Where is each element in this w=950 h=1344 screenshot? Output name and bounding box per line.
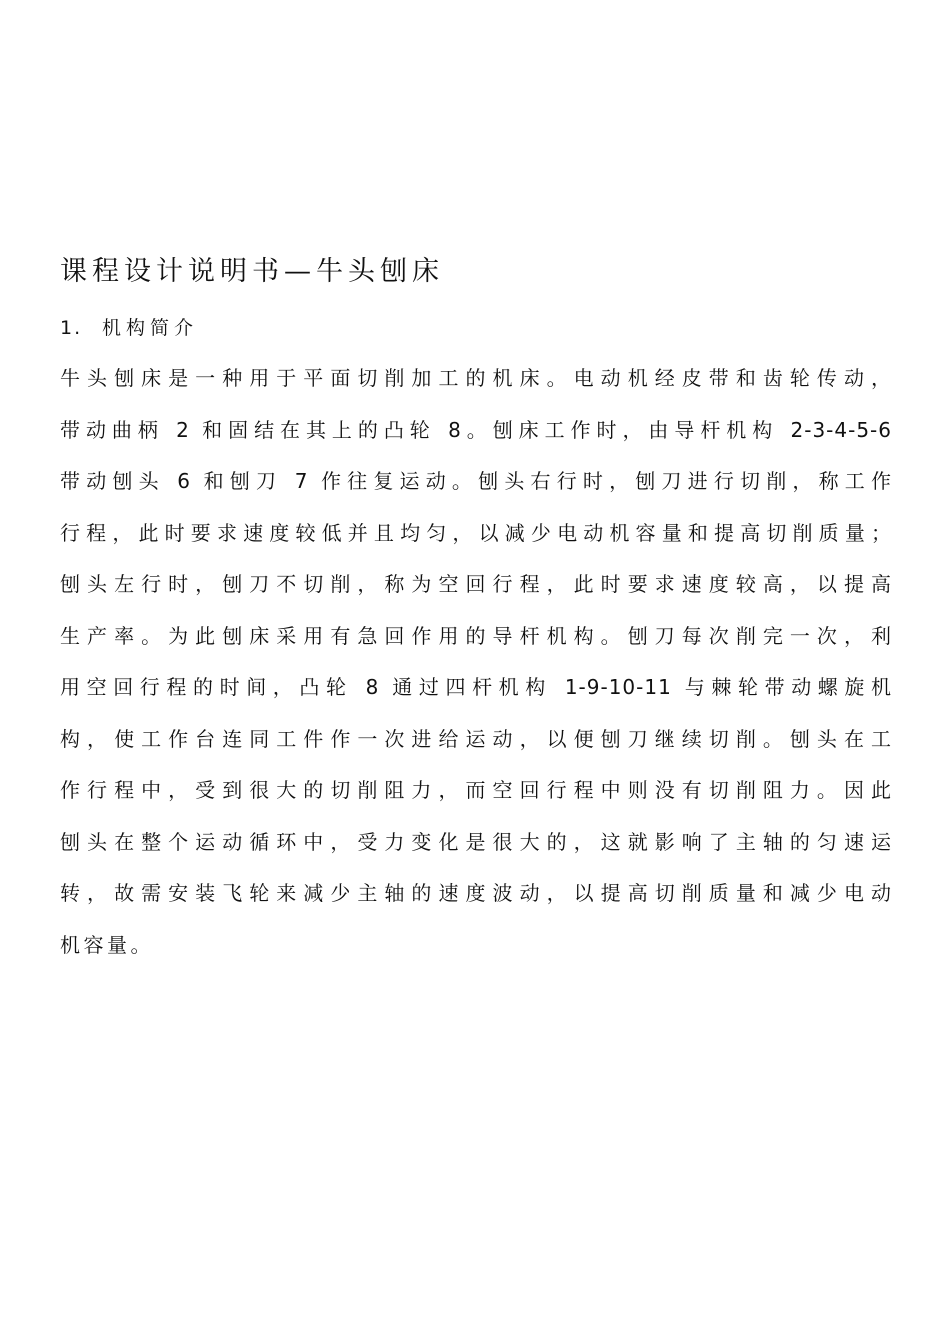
document-title: 课程设计说明书—牛头刨床 [60,256,444,287]
section-number: 1. [60,317,83,339]
paragraph-line: 作行程中，受到很大的切削阻力，而空回行程中则没有切削阻力。因此 [60,778,892,802]
section-heading-text: 机构简介 [102,317,199,339]
body-paragraph [60,360,892,978]
paragraph-line: 带动刨头 6 和刨刀 7 作往复运动。刨头右行时，刨刀进行切削，称工作 [60,469,892,493]
paragraph-line: 机容量。 [60,932,154,957]
paragraph-line: 用空回行程的时间，凸轮 8 通过四杆机构 1-9-10-11 与棘轮带动螺旋机 [60,675,892,699]
paragraph-line: 构，使工作台连同工件作一次进给运动，以便刨刀继续切削。刨头在工 [60,726,892,751]
paragraph-line: 生产率。为此刨床采用有急回作用的导杆机构。刨刀每次削完一次，利 [60,623,892,648]
paragraph-line: 带动曲柄 2 和固结在其上的凸轮 8。刨床工作时，由导杆机构 2-3-4-5-6 [60,417,892,442]
section-heading [60,311,198,345]
paragraph-line: 刨头左行时，刨刀不切削，称为空回行程，此时要求速度较高，以提高 [60,572,892,596]
paragraph-line: 行程，此时要求速度较低并且均匀，以减少电动机容量和提高切削质量； [60,520,892,545]
paragraph-line: 转，故需安装飞轮来减少主轴的速度波动，以提高切削质量和减少电动 [60,881,892,905]
paragraph-line: 刨头在整个运动循环中，受力变化是很大的，这就影响了主轴的匀速运 [60,829,892,854]
paragraph-line: 牛头刨床是一种用于平面切削加工的机床。电动机经皮带和齿轮传动， [60,366,892,390]
